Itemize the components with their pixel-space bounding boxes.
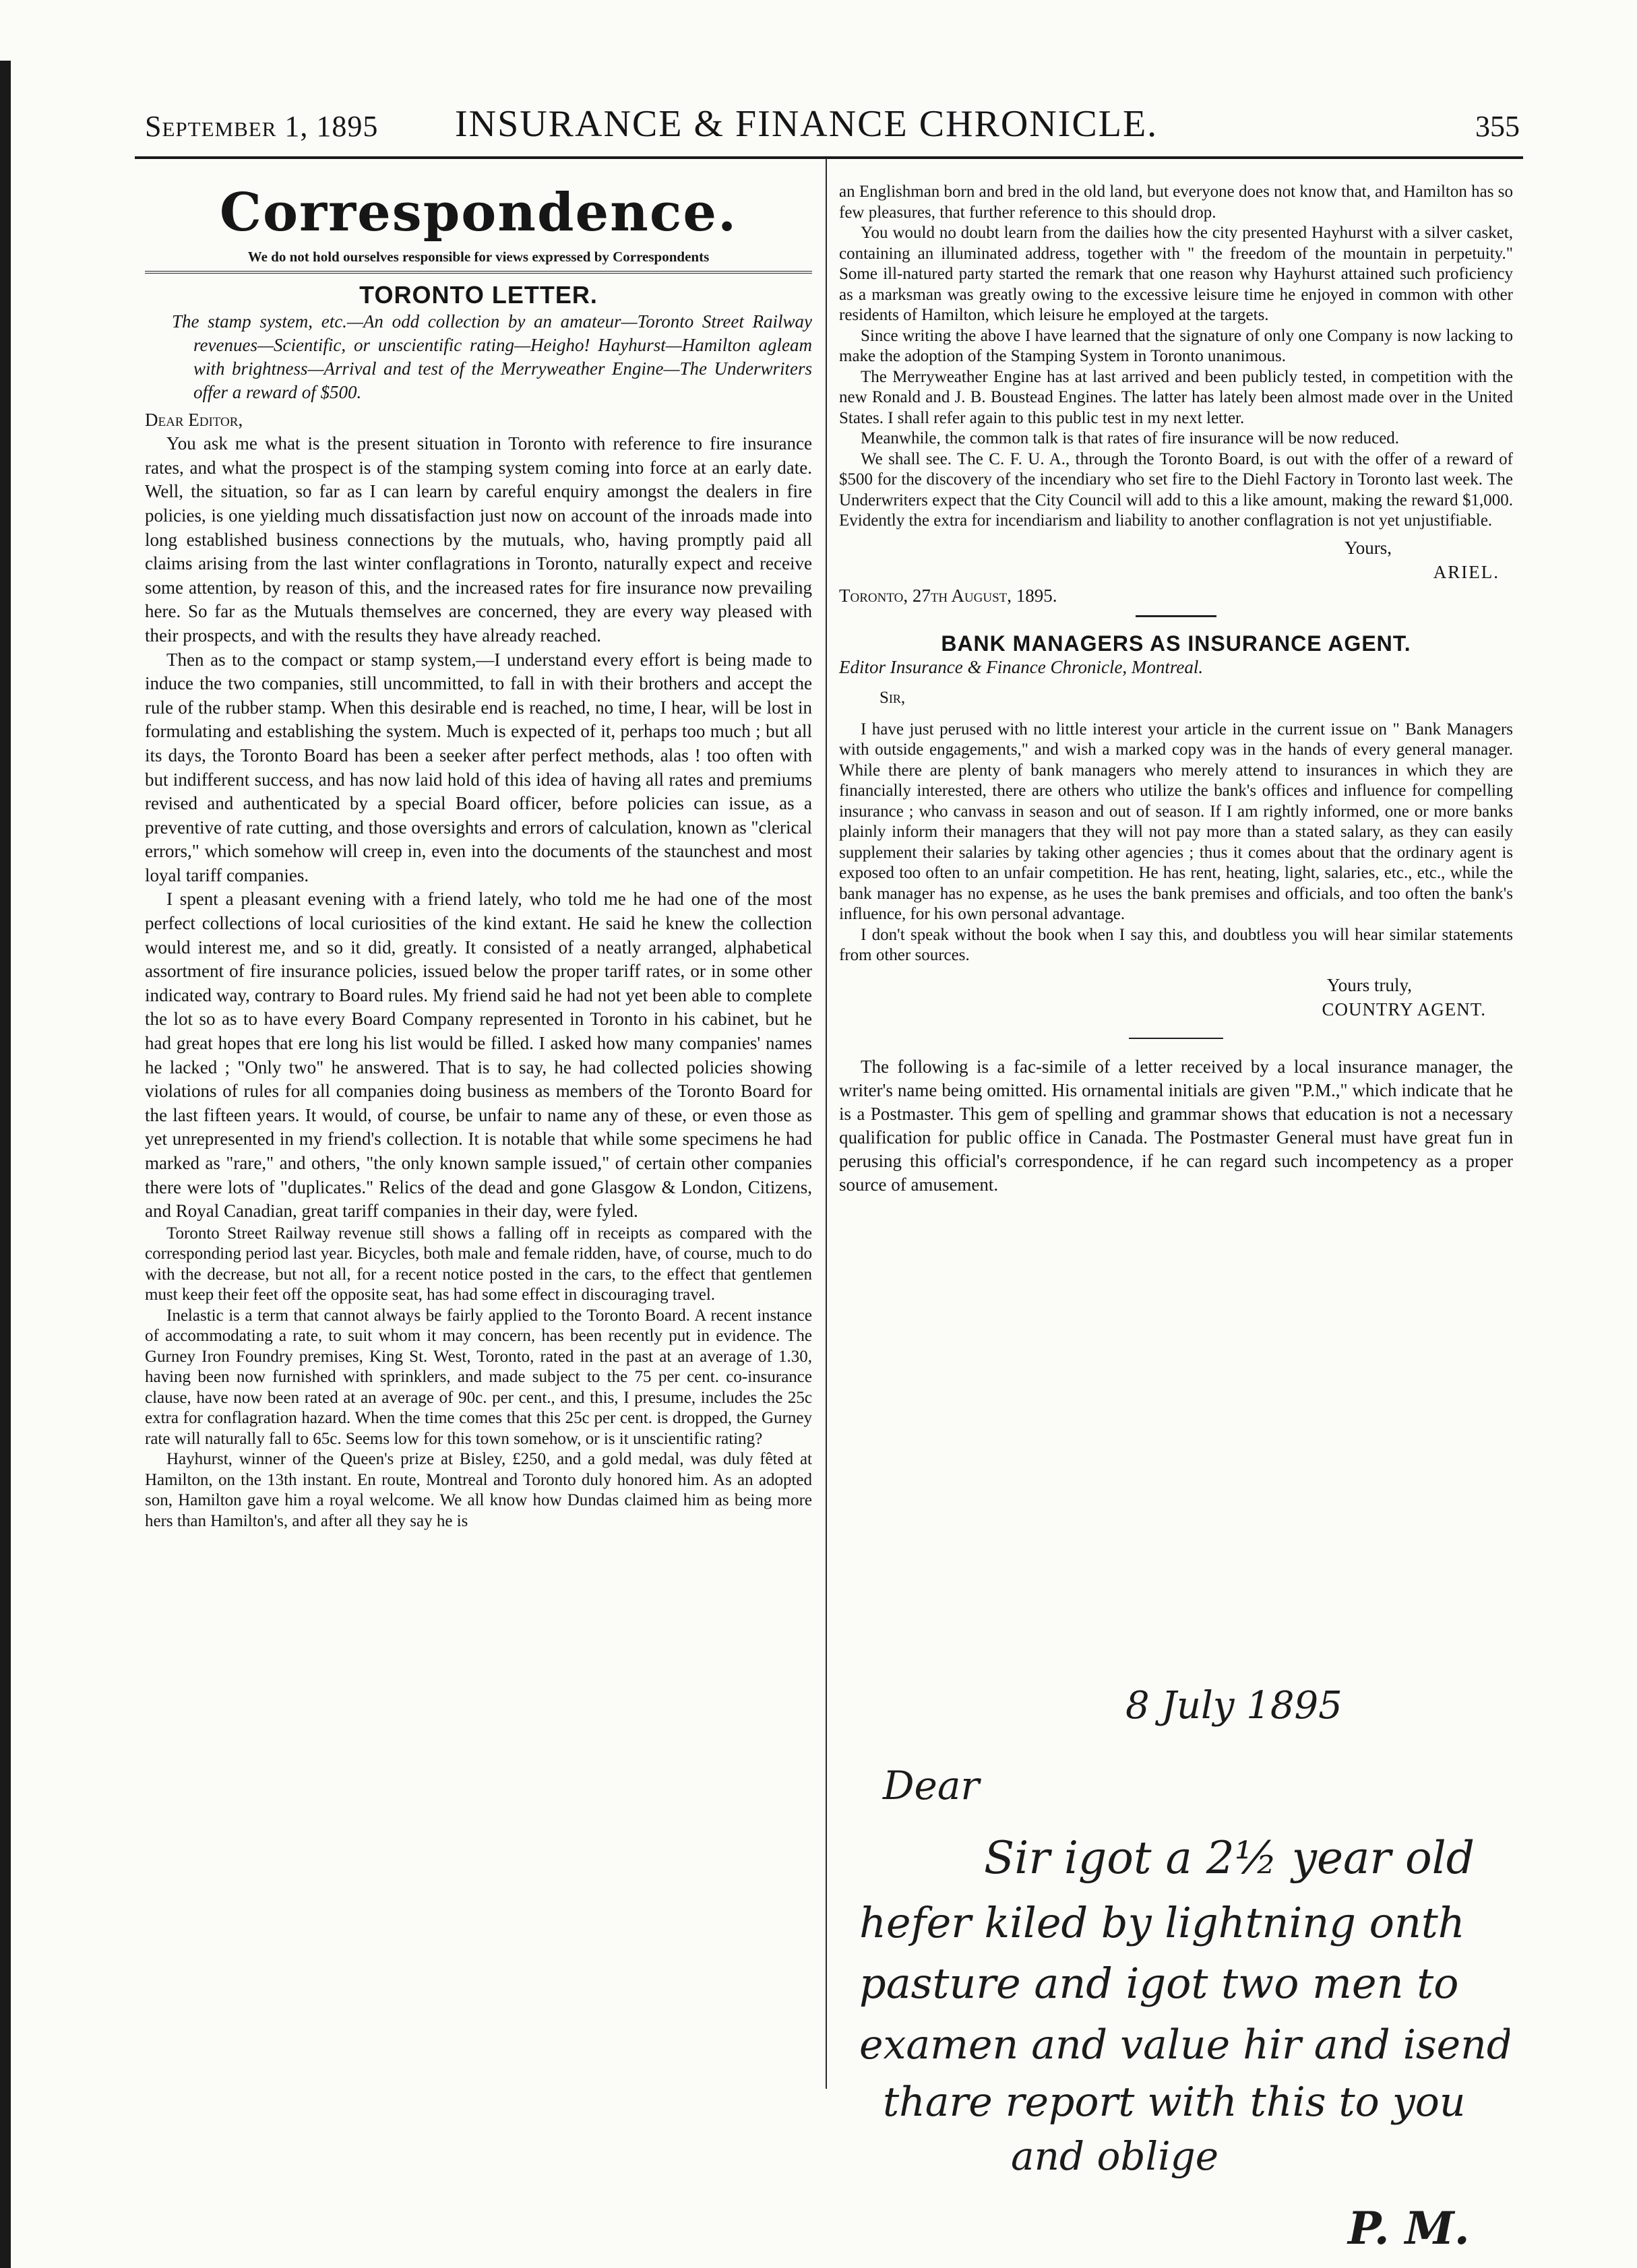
paragraph: We shall see. The C. F. U. A., through the Toronto Board, is out with the offer of a reward of $500 for the discovery of the incendiary who set fire to the Diehl Factory in Toronto last week. The Underwriters expect that the City Council will add to this a like amount, making the reward $1,000. Evidently the extra for incendiarism and liability to another conflagration is not yet unjustifiable.: [839, 449, 1513, 530]
separator: [145, 271, 812, 274]
paragraph: Toronto Street Railway revenue still shows a falling off in receipts as compared with the corresponding period last year. Bicycles, both male and female ridden, have, of course, much to do with the decrease, but not all, for a recent notice posted in the cars, to the effect that gentlemen must keep their feet off the opposite seat, has had some effect in discouraging travel.: [145, 1224, 812, 1304]
right-column: [839, 182, 1513, 1197]
paragraph: Then as to the compact or stamp system,—I understand every effort is being made to induce the two companies, still uncommitted, to fall in with their brothers and accept the rule of the rubber stamp. When this desirable end is reached, no time, I hear, will be lost in formulating and establishing the system. Much is expected of it, perhaps too much ; but all its days, the Toronto Board has been a seeker after perfect methods, alas ! too often with but indifferent success, and has now laid hold of this idea of having all rates and premiums revised and authenticated by a special Board officer, before policies can issue, as a preventive of rate cutting, and those oversights and errors of calculation, known as "clerical errors," which somehow will creep in, even into the documents of the staunchest and most loyal tariff companies.: [145, 649, 812, 885]
separator: [1136, 615, 1216, 617]
page-header: [145, 101, 1520, 148]
facsimile-intro: The following is a fac-simile of a letter received by a local insurance manager, the writer's name being omitted. His ornamental initials are given "P.M.," which indicate that he is a Postmaster. This gem of spelling and grammar shows that education is not a necessary qualification for public office in Canada. The Postmaster General must have great fun in perusing this official's correspondence, if he can regard such incompetency as a proper source of amusement.: [839, 1056, 1513, 1195]
closing: Yours,: [1344, 537, 1392, 558]
handwritten-line: Dear: [883, 1763, 980, 1808]
paragraph: You would no doubt learn from the dailies how the city presented Hayhurst with a silver casket, containing an illuminated address, together with " the freedom of the mountain in perpetuity." Some ill-natured party started the remark that one reason why Hayhurst attained such proficiency as a marksman was greatly owing to the excessive leisure time he enjoyed in common with other residents of Hamilton, which leisure he employed at the targets.: [839, 224, 1513, 324]
paragraph: Meanwhile, the common talk is that rates of fire insurance will be now reduced.: [861, 429, 1400, 447]
dateline: Toronto, 27th August, 1895.: [839, 585, 1057, 606]
handwritten-line: pasture and igot two men to: [859, 1959, 1459, 2008]
publication-title: INSURANCE & FINANCE CHRONICLE.: [455, 103, 1159, 145]
handwritten-line: Sir igot a 2½ year old: [984, 1832, 1475, 1884]
paragraph: an Englishman born and bred in the old land, but everyone does not know that, and Hamilton has so few pleasures, that further reference to this should drop.: [839, 183, 1513, 222]
handwritten-initials: P. M.: [1348, 2202, 1470, 2255]
handwritten-facsimile: [849, 1671, 1510, 2264]
handwritten-line: and oblige: [1011, 2133, 1219, 2179]
toronto-letter-title: TORONTO LETTER.: [359, 281, 598, 309]
handwritten-line: thare report with this to you: [883, 2079, 1466, 2126]
letter-subheading: The stamp system, etc.—An odd collection by an amateur—Toronto Street Railway revenues—Scientific, or unscientific rating—Heigho! Hayhurst—Hamilton agleam with brightness—Arrival and test of the Merryweather Engine—The Underwriters offer a reward of $500.: [172, 311, 812, 402]
paragraph: You ask me what is the present situation in Toronto with reference to fire insurance rates, and what the prospect is of the stamping system coming into force at an early date. Well, the situation, so far as I can learn by careful enquiry amongst the dealers in fire policies, is one yielding much dissatisfaction just now on account of the inroads made into long established business connections by the mutuals, who, having promptly paid all claims arising from the last winter conflagrations in Toronto, naturally expect and receive some attention, by reason of this, and the increased rates for fire insurance now prevailing here. So far as the Mutuals themselves are concerned, they are every way pleased with their prospects, and with the results they have already reached.: [145, 433, 812, 645]
paragraph: I have just perused with no little interest your article in the current issue on " Bank Managers with outside engagements," and wish a marked copy was in the hands of every general manager. While there are plenty of bank managers who merely attend to insurances in which they are financially interested, there are others who utilize the bank's offices and influence for compelling insurance ; who canvass in season and out of season. If I am rightly informed, one or more banks plainly inform their managers that they will not pay more than a stated salary, as they can easily supplement their salaries by taking other agencies ; thus it comes about that the ordinary agent is exposed too often to an unfair competition. He has rent, heating, light, salaries, etc., etc., while the bank manager has no expense, as he uses the bank premises and officials, and too often the bank's influence, for his own personal advantage.: [839, 720, 1513, 923]
paragraph: Inelastic is a term that cannot always be fairly applied to the Toronto Board. A recent instance of accommodating a rate, to suit whom it may concern, has been recently put in evidence. The Gurney Iron Foundry premises, King St. West, Toronto, rated in the past at an average of 1.30, having been now furnished with sprinklers, and made subject to the 75 per cent. co-insurance clause, have now been rated at an average of 90c. per cent., and this, I presume, includes the 25c extra for conflagration hazard. When the time comes that this 25c per cent. is dropped, the Gurney rate will naturally fall to 65c. Seems low for this town somehow, or is it unscientific rating?: [145, 1306, 812, 1448]
signature-ariel: ARIEL.: [1433, 561, 1500, 582]
paragraph: I spent a pleasant evening with a friend lately, who told me he had one of the most perfect collections of local curiosities of the kind extant. He said he knew the collection would interest me, and so it did, greatly. It consisted of a neatly arranged, alphabetical assortment of fire insurance policies, issued below the proper tariff rates, or in some other indicated way, contrary to Board rules. My friend said he had not yet been able to complete the lot so as to have every Board Company represented in Toronto in his cabinet, but he had great hopes that ere long his list would be filled. I asked how many companies' names he lacked ; "Only two" he answered. That is to say, he had collected policies showing violations of rules for all companies doing business as members of the Toronto Board for the last fifteen years. It would, of course, be unfair to name any of these, or even those as yet unrepresented in my friend's collection. It is notable that while some specimens he had marked as "rare," and others, "the only known sample issued," of certain other companies there were lots of "duplicates." Relics of the dead and gone Glasgow & London, Citizens, and Royal Canadian, great tariff companies in their day, were fyled.: [145, 889, 812, 1222]
signature-country-agent: COUNTRY AGENT.: [1322, 999, 1486, 1019]
scan-edge: [0, 61, 11, 2268]
correspondence-masthead: Correspondence.: [219, 182, 738, 243]
header-rule: [135, 156, 1523, 159]
paragraph: Since writing the above I have learned that the signature of only one Company is now lacking to make the adoption of the Stamping System in Toronto unanimous.: [839, 326, 1513, 365]
page-number: 355: [1475, 110, 1520, 143]
facsimile-svg: [849, 1671, 1510, 2264]
closing: Yours truly,: [1326, 974, 1412, 995]
editor-line: Editor Insurance & Finance Chronicle, Montreal.: [839, 656, 1204, 677]
bank-managers-title: BANK MANAGERS AS INSURANCE AGENT.: [941, 631, 1411, 656]
column-divider: [826, 158, 827, 2089]
paragraph: I don't speak without the book when I say this, and doubtless you will hear similar statements from other sources.: [839, 925, 1513, 964]
paragraph: The Merryweather Engine has at last arrived and been publicly tested, in competition with the new Ronald and J. B. Boustead Engines. The latter has lately been almost made over in the United States. I shall refer again to this public test in my next letter.: [839, 367, 1513, 427]
salutation: Dear Editor,: [145, 409, 243, 430]
separator: [1129, 1038, 1223, 1039]
disclaimer: We do not hold ourselves responsible for views expressed by Correspondents: [247, 249, 710, 265]
paragraph: Hayhurst, winner of the Queen's prize at Bisley, £250, and a gold medal, was duly fêted at Hamilton, on the 13th instant. En route, Montreal and Toronto duly honored him. As an adopted son, Hamilton gave him a royal welcome. We all know how Dundas claimed him as being more hers than Hamilton's, and after all they say he is: [145, 1450, 812, 1530]
left-column: [145, 175, 812, 1532]
handwritten-line: examen and value hir and isend: [859, 2021, 1510, 2069]
issue-date: September 1, 1895: [145, 110, 379, 143]
handwritten-date: 8 July 1895: [1125, 1684, 1342, 1728]
handwritten-line: hefer kiled by lightning onth: [859, 1898, 1465, 1947]
salutation-sir: Sir,: [879, 689, 906, 707]
